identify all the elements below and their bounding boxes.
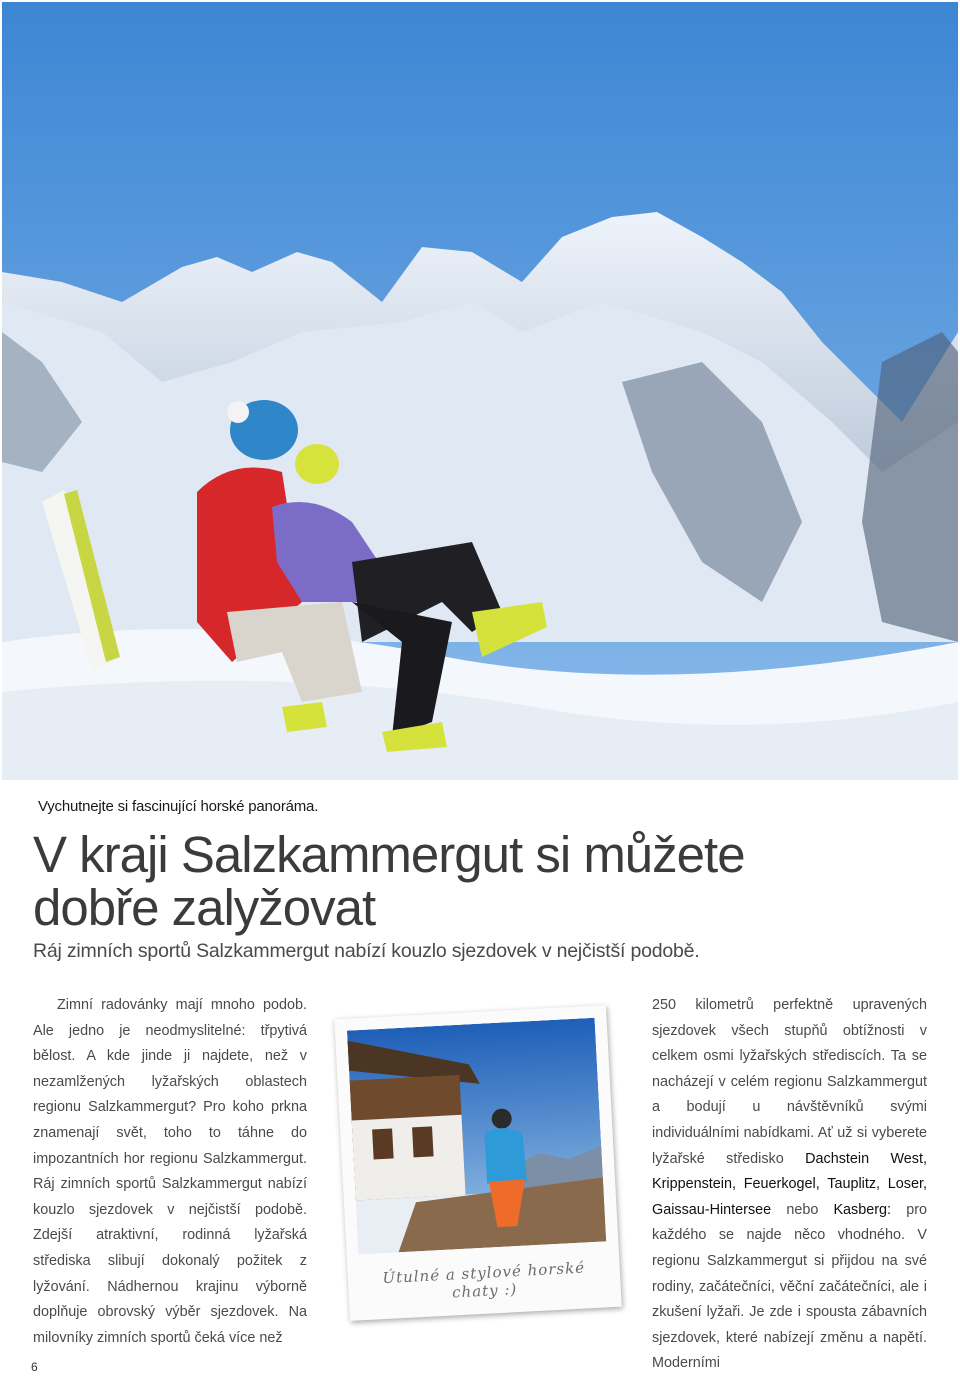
photo-caption: Vychutnejte si fascinující horské panoráma. bbox=[38, 798, 319, 815]
right-column bbox=[652, 993, 927, 1377]
polaroid-photo bbox=[334, 1005, 621, 1321]
left-column bbox=[33, 993, 307, 1351]
resort-kasberg: Kasberg: bbox=[833, 1201, 892, 1218]
hero-photo bbox=[2, 2, 958, 780]
page-number: 6 bbox=[31, 1360, 38, 1374]
right-column-text bbox=[652, 993, 927, 1377]
left-column-text: Zimní radovánky mají mnoho podob. Ale jedno je neodmyslitelné: třpytivá bělost. A kde jinde ji najdete, než v nezamlžených lyžařských oblastech regionu Salzkammergut? Pro koho prkna znamenají svět, toho to táhne do impozantních hor regionu Salzkammergut. Ráj zimních sportů Salzkammergut nabízí kouzlo sjezdovek v nejčistší podobě. Zdejší atraktivní, rodinná lyžařská střediska slibují dokonalý požitek z lyžování. Nádhernou krajinu výborně doplňuje obrovský výběr sjezdovek. Na milovníky zimních sportů čeká více než bbox=[33, 997, 307, 1346]
article-lead: Ráj zimních sportů Salzkammergut nabízí kouzlo sjezdovek v nejčistší podobě. bbox=[33, 940, 700, 962]
mountain-hut-photo bbox=[347, 1018, 606, 1255]
right-intro: 250 kilometrů perfektně upravených sjezdovek všech stupňů obtížnosti v celkem osmi lyžařských střediscích. Ta se nacházejí v celém regionu Salzkammergut a bodují u návštěvníků svými individuálními nabídkami. Ať už si vyberete lyžařské středisko bbox=[652, 997, 927, 1167]
polaroid-caption: Útulné a stylové horské chaty :) bbox=[382, 1258, 586, 1302]
right-connector: nebo bbox=[786, 1201, 819, 1218]
article-title bbox=[33, 828, 793, 934]
title-line-1: V kraji Salzkammergut si můžete bbox=[33, 826, 745, 883]
right-outro: pro každého se najde něco vhodného. V regionu Salzkammergut si přijdou na své rodiny, začátečníci, věční začátečníci, ale i zkušení lyžaři. Je zde i spousta zábavních sjezdovek, které nabízejí změnu a napětí. Moderními bbox=[652, 1201, 927, 1372]
title-line-2: dobře zalyžovat bbox=[33, 879, 376, 936]
resort-list: Dachstein West, Krippenstein, Feuerkogel, Tauplitz, Loser, Gaissau-Hintersee bbox=[652, 1150, 927, 1218]
